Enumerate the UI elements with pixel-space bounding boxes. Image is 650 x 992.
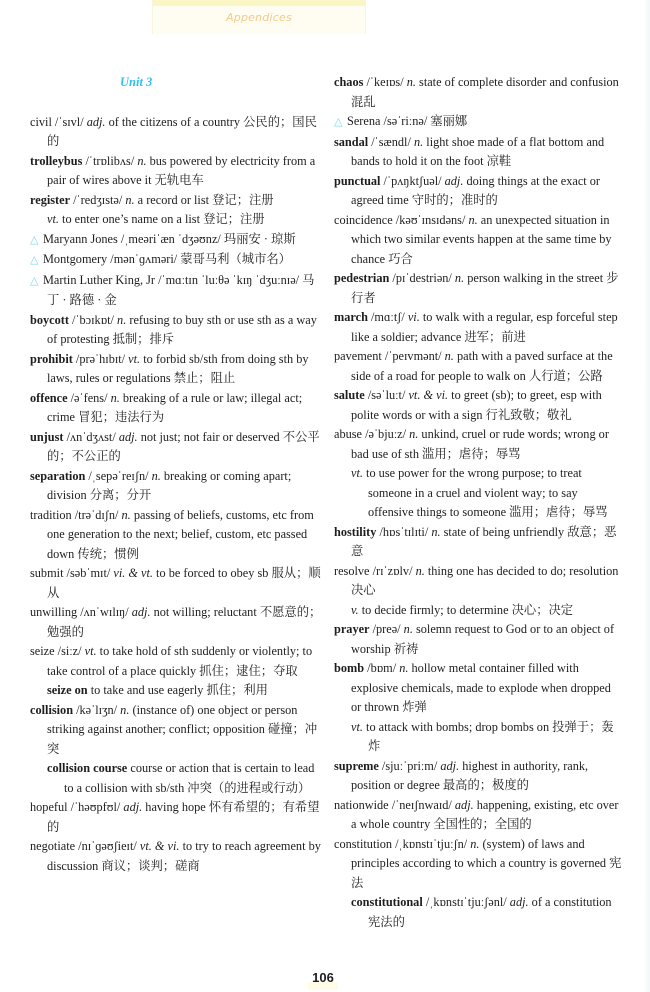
glossary-entry [334,620,624,659]
part-of-speech: vt. [351,719,363,734]
definition: to enter one’s name on a list 登记；注册 [58,212,265,226]
headword: separation [30,468,86,483]
part-of-speech: n. [413,134,424,149]
definition: refusing to buy sth or use sth as a way of protesting 抵制；排斥 [47,312,317,346]
pronunciation: /ˌsepəˈreɪʃn/ [85,468,152,483]
headword: march [334,310,368,324]
proper-name: Montgomery /mənˈɡʌməri/ 蒙哥马利（城市名） [43,252,291,266]
headword: supreme [334,758,379,773]
pronunciation: /sjuːˈpriːm/ [378,758,441,773]
headword: chaos [334,75,364,89]
pronunciation: /trəˈdɪʃn/ [71,507,122,522]
definition: of a constitution 宪法的 [368,895,612,929]
glossary-phrase [30,681,325,701]
headword: coincidence [334,212,393,227]
headword: prohibit [30,351,73,366]
pronunciation: /ˈkeɪɒs/ [363,75,407,89]
part-of-speech: adj. [86,114,106,129]
headword: nationwide [334,797,389,812]
headword: bomb [334,661,365,675]
pronunciation: /ˈneɪʃnwaɪd/ [388,797,455,812]
glossary-entry [334,659,624,718]
part-of-speech: n. [117,312,127,327]
definition: bus powered by electricity from a pair of wires above it 无轨电车 [47,153,316,187]
glossary-sense [334,718,624,757]
part-of-speech: n. [399,661,409,675]
headword: register [30,192,71,207]
pronunciation: /ˈsændl/ [368,134,414,149]
headword: hostility [334,524,377,539]
part-of-speech: n. [110,390,120,405]
definition: an unexpected situation in which two similar events happen at the same time by chance 巧合 [351,212,612,266]
definition: to take hold of sth suddenly or violently; to take control of a place quickly 抓住；逮住；夺取 [47,644,313,678]
phrase: collision course [47,761,128,775]
glossary-entry [334,211,624,270]
definition: not just; not fair or deserved 不公平的；不公正的 [47,429,320,463]
proper-name: Maryann Jones /ˌmeəriˈæn ˈdʒəʊnz/ 玛丽安 · 琼斯 [43,231,296,246]
glossary-entry [334,386,624,425]
glossary-entry [30,311,325,350]
glossary-entry [30,467,325,506]
glossary-entry [30,350,325,389]
pronunciation: /rɪˈzɒlv/ [369,563,416,578]
glossary-sense [334,464,624,523]
part-of-speech: vi. & vt. [113,566,153,580]
headword: seize [30,644,55,658]
definition: (system) of laws and principles according to which a country is governed 宪法 [351,836,622,890]
phrase: seize on [47,683,88,697]
pronunciation: /ˌkɒnstɪˈtjuːʃn/ [392,836,471,851]
proper-name: Martin Luther King, Jr /ˈmɑːtɪn ˈluːθə ˈkɪŋ ˈdʒuːnɪə/ 马丁 · 路德 · 金 [43,272,315,307]
definition: person walking in the street 步行者 [351,271,619,305]
headword: punctual [334,173,381,188]
definition: unkind, cruel or rude words; wrong or bad use of sth 滥用；虐待；辱骂 [351,427,609,461]
definition: not willing; reluctant 不愿意的；勉强的 [47,605,322,639]
pronunciation: /ˌkɒnstɪˈtjuːʃənl/ [422,895,510,909]
part-of-speech: vt. & vi. [139,839,180,853]
glossary-entry [334,308,624,347]
glossary-entry [334,523,624,562]
glossary-entry [334,835,624,894]
headword: sandal [334,134,369,149]
glossary-entry [30,564,325,603]
headword: tradition [30,507,72,522]
glossary-entry [30,837,325,876]
headword: salute [334,388,365,402]
glossary-entry [30,506,325,565]
pronunciation: /ʌnˈwɪlɪŋ/ [77,605,132,619]
glossary-entry [30,389,325,428]
glossary-list-right [334,73,624,932]
pronunciation: /bɒm/ [364,661,400,675]
part-of-speech: n. [415,563,425,578]
pronunciation: /ˈredʒɪstə/ [70,192,126,207]
pronunciation: /səˈluːt/ [364,388,409,402]
part-of-speech: vt. [351,466,363,480]
headword: constitution [334,836,393,851]
part-of-speech: n. [431,524,441,539]
part-of-speech: n. [125,192,135,207]
pronunciation: /ˈsɪvl/ [51,114,87,129]
definition: having hope 怀有希望的；有希望的 [47,800,320,834]
pronunciation: /ˈbɔɪkɒt/ [68,312,118,327]
right-column [334,73,624,932]
pronunciation: /siːz/ [54,644,85,658]
pronunciation: /ˈhəʊpfʊl/ [67,800,124,814]
glossary-phrase [30,759,325,798]
definition: breaking or coming apart; division 分离；分开 [47,468,292,502]
glossary-entry [334,347,624,386]
part-of-speech: n. [403,622,413,636]
pronunciation: /nɪˈɡəʊʃieɪt/ [75,839,140,853]
headword: pavement [334,349,382,363]
proper-name-entry [30,230,325,251]
glossary-entry [334,269,624,308]
pronunciation: /pɪˈdestriən/ [389,271,455,285]
part-of-speech: n. [406,75,416,89]
part-of-speech: n. [151,468,161,483]
glossary-entry [30,603,325,642]
definition: a record or list 登记；注册 [134,192,274,207]
definition: course or action that is certain to lead to a collision with sb/sth 冲突（的进程或行动） [64,761,315,795]
scan-edge [644,0,650,992]
proper-name-entry [30,250,325,271]
glossary-entry [30,798,325,837]
definition: happening, existing, etc over a whole country 全国性的；全国的 [351,797,619,831]
part-of-speech: n. [454,271,465,285]
definition: of the citizens of a country 公民的；国民的 [47,114,317,148]
definition: state of being unfriendly 敌意；恶意 [351,524,617,558]
glossary-entry [334,425,624,464]
part-of-speech: vt. & vi. [408,388,449,402]
part-of-speech: adj. [444,173,464,188]
headword: submit [30,566,64,580]
headword: negotiate [30,839,76,853]
headword: abuse [334,427,362,441]
unit-heading: Unit 3 [120,75,153,89]
headword: collision [30,702,74,717]
triangle-icon: △ [30,274,39,287]
glossary-sense [334,601,624,621]
glossary-entry [30,701,325,760]
definition: state of complete disorder and confusion 混乱 [351,75,619,109]
part-of-speech: adj. [440,758,460,773]
part-of-speech: adj. [131,605,151,619]
part-of-speech: adj. [118,429,138,444]
headword: civil [30,114,52,129]
definition: to be forced to obey sb 服从；顺从 [47,566,321,600]
definition: to walk with a regular, esp forceful step like a soldier; advance 进军；前进 [351,310,618,344]
definition: to decide firmly; to determine 决心；决定 [358,602,574,617]
triangle-icon: △ [30,233,39,246]
proper-name-entry [30,271,325,311]
glossary-derived [334,893,624,932]
pronunciation: /preə/ [369,622,404,636]
definition: light shoe made of a flat bottom and bands to hold it on the foot 凉鞋 [351,134,605,168]
part-of-speech: n. [120,702,130,717]
part-of-speech: n. [468,212,478,227]
definition: to attack with bombs; drop bombs on 投弹于；轰炸 [362,719,614,753]
section-title: Appendices [226,11,292,24]
definition: thing one has decided to do; resolution 决心 [351,563,619,597]
pronunciation: /hɒsˈtɪlɪti/ [376,524,432,539]
glossary-entry [30,113,325,152]
headword: unwilling [30,605,78,619]
definition: to greet (sb); to greet, esp with polite words or with a sign 行礼致敬；敬礼 [351,388,602,422]
headword: prayer [334,622,370,636]
glossary-entry [30,428,325,467]
definition: path with a paved surface at the side of a road for people to walk on 人行道；公路 [351,349,613,383]
definition: doing things at the exact or agreed time 守时的；准时的 [351,173,601,207]
triangle-icon: △ [334,116,343,128]
proper-name: Serena /səˈriːnə/ 塞丽娜 [347,114,468,128]
definition: breaking of a rule or law; illegal act; crime 冒犯；违法行为 [47,390,303,424]
definition: to take and use eagerly 抓住；利用 [87,683,268,697]
part-of-speech: vt. [128,351,141,366]
part-of-speech: vt. [47,212,59,226]
pronunciation: /ˈpʌŋktʃuəl/ [380,173,445,188]
pronunciation: /səbˈmɪt/ [63,566,114,580]
part-of-speech: vt. [84,644,97,658]
part-of-speech: n. [137,153,147,168]
pronunciation: /kəˈlɪʒn/ [73,702,121,717]
glossary-entry [30,642,325,681]
headword: unjust [30,429,64,444]
headword: offence [30,390,68,405]
pronunciation: /ʌnˈdʒʌst/ [63,429,119,444]
definition: to try to reach agreement by discussion 商议；谈判；磋商 [47,839,321,873]
glossary-sense [30,210,325,230]
definition: hollow metal container filled with explosive chemicals, made to explode when dropped or thrown 炸弹 [351,661,611,714]
part-of-speech: adj. [123,800,143,814]
definition: to forbid sb/sth from doing sth by laws, rules or regulations 禁止；阻止 [47,351,309,385]
part-of-speech: adj. [509,895,529,909]
headword: hopeful [30,800,68,814]
glossary-entry [334,757,624,796]
left-column [30,73,325,876]
glossary-entry [334,172,624,211]
glossary-list-left [30,113,325,877]
definition: highest in authority, rank, position or degree 最高的；极度的 [351,758,589,792]
part-of-speech: n. [470,836,480,851]
page-number: 106 [308,970,338,990]
pronunciation: /ˈpeɪvmənt/ [381,349,445,363]
glossary-entry [30,191,325,211]
definition: passing of beliefs, customs, etc from one generation to the next; belief, custom, etc passed down 传统；惯例 [47,507,314,561]
part-of-speech: n. [444,349,454,363]
pronunciation: /əˈbjuːz/ [362,427,410,441]
proper-name-entry [334,112,624,133]
glossary-entry [334,133,624,172]
pronunciation: /kəʊˈɪnsɪdəns/ [392,212,469,227]
part-of-speech: vi. [407,310,420,324]
headword: constitutional [351,895,423,909]
definition: to use power for the wrong purpose; to treat someone in a cruel and violent way; to say offensive things to someone 滥用；虐待；辱骂 [362,466,608,519]
headword: pedestrian [334,271,390,285]
header-banner [152,0,366,34]
glossary-entry [334,562,624,601]
part-of-speech: n. [409,427,419,441]
headword: resolve [334,563,370,578]
pronunciation: /əˈfens/ [67,390,111,405]
pronunciation: /ˈtrɒlibʌs/ [82,153,138,168]
glossary-entry [30,152,325,191]
part-of-speech: n. [121,507,131,522]
pronunciation: /prəˈhɪbɪt/ [72,351,129,366]
headword: trolleybus [30,153,83,168]
part-of-speech: v. [351,602,359,617]
definition: solemn request to God or to an object of worship 祈祷 [351,622,615,656]
part-of-speech: adj. [454,797,474,812]
definition: (instance of) one object or person striking against another; conflict; opposition 碰撞；冲突 [47,702,318,756]
glossary-entry [334,73,624,112]
triangle-icon: △ [30,254,39,266]
pronunciation: /mɑːtʃ/ [367,310,408,324]
glossary-entry [334,796,624,835]
headword: boycott [30,312,69,327]
